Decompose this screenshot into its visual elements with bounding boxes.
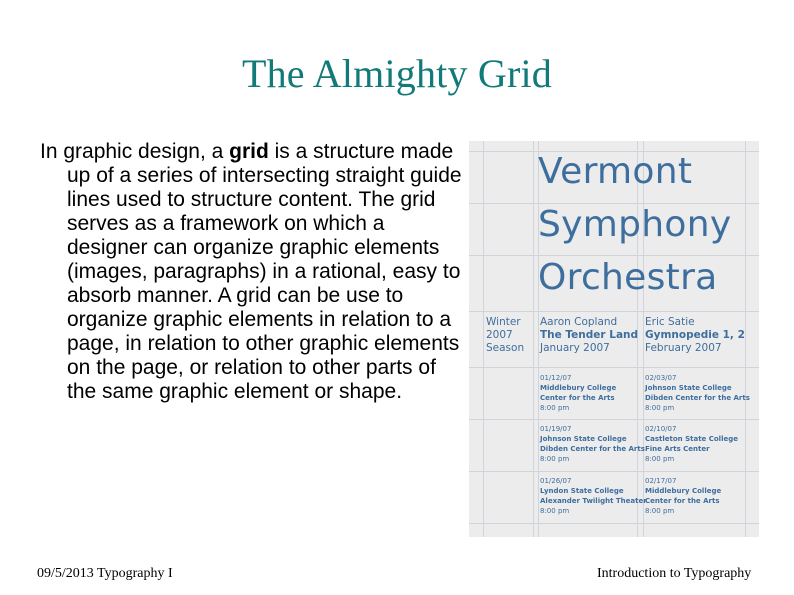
slide-title: The Almighty Grid [241, 51, 553, 96]
poster-event: 02/17/07 Middlebury College Center for the Arts 8:00 pm [645, 477, 722, 515]
body-text-start: In graphic design, a [40, 140, 230, 163]
poster-title-line-1: Vermont [538, 151, 693, 192]
body-text-keyword: grid [229, 140, 269, 163]
body-text-rest: is a structure made up of a series of intersecting straight guide lines used to structure content. The grid serves as a framework on which a designer can organize graphic elements (images, paragraphs) in a rational, easy to absorb manner. A grid can be use to organize graphic elements in relation to a page, in relation to other graphic elements on the page, or relation to other parts of the same graphic element or shape. [67, 140, 462, 403]
grid-line [469, 419, 759, 420]
poster-event: 01/26/07 Lyndon State College Alexander Twilight Theater 8:00 pm [540, 477, 647, 515]
symphony-poster-image [469, 141, 759, 537]
grid-line [469, 311, 759, 312]
poster-season: Winter 2007 Season [486, 316, 525, 354]
grid-line [538, 141, 539, 537]
footer-date-course: 09/5/2013 Typography I [37, 566, 173, 581]
poster-event: 02/03/07 Johnson State College Dibden Center for the Arts 8:00 pm [645, 374, 750, 412]
grid-line [533, 141, 534, 537]
grid-line [745, 141, 746, 537]
grid-line [469, 471, 759, 472]
poster-title-line-3: Orchestra [538, 257, 718, 298]
grid-line [469, 523, 759, 524]
grid-line [469, 367, 759, 368]
poster-title-line-2: Symphony [538, 204, 732, 245]
poster-col1-heading: Aaron Copland The Tender Land January 2007 [540, 316, 639, 354]
footer-course-title: Introduction to Typography [597, 566, 752, 581]
poster-col2-heading: Eric Satie Gymnopedie 1, 2 February 2007 [645, 316, 745, 354]
poster-event: 01/12/07 Middlebury College Center for the Arts 8:00 pm [540, 374, 617, 412]
body-paragraph [40, 140, 467, 404]
grid-line [469, 255, 759, 256]
grid-line [483, 141, 484, 537]
poster-event: 02/10/07 Castleton State College Fine Arts Center 8:00 pm [645, 425, 738, 463]
poster-event: 01/19/07 Johnson State College Dibden Center for the Arts 8:00 pm [540, 425, 645, 463]
